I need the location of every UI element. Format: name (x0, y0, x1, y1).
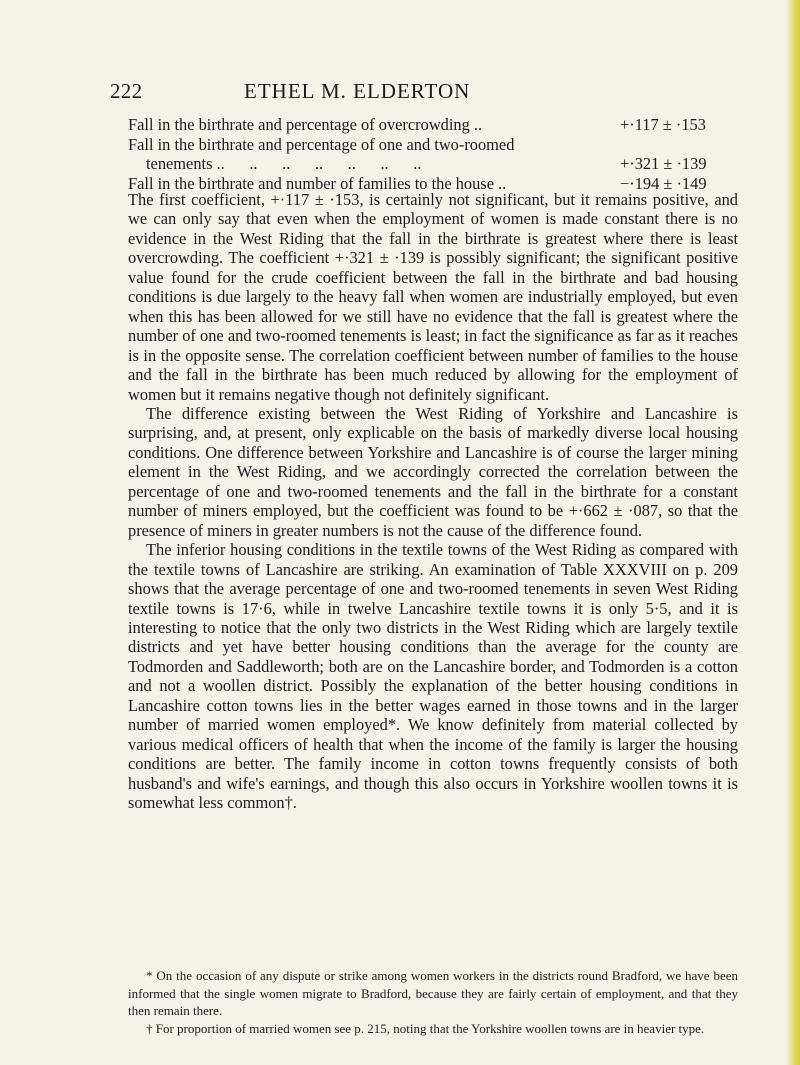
stat-label: Fall in the birthrate and percentage of one and two-roomed (128, 134, 515, 154)
footnotes (128, 967, 738, 1037)
stat-value: +·117 ± ·153 (620, 115, 706, 134)
paragraph: The difference existing between the West Riding of Yorkshire and Lancashire is surprising, and, at present, only explicable on the basis of markedly diverse local housing conditions. One difference between Yorkshire and Lancashire is of course the larger mining element in the West Riding, and we accordingly corrected the correlation between the percentage of one and two-roomed tenements and the fall in the birthrate for a constant number of miners employed, but the coefficient was found to be +·662 ± ·087, so that the presence of miners in greater numbers is not the cause of the difference found. (128, 403, 738, 540)
stat-value (620, 135, 738, 155)
stat-label: tenements .. .. .. .. .. .. .. (146, 154, 422, 173)
stat-value: +·321 ± ·139 (620, 154, 707, 173)
stat-row (128, 135, 738, 155)
footnote: † For proportion of married women see p. 215, noting that the Yorkshire woollen towns are in heavier type. (146, 1020, 705, 1036)
paragraph: The inferior housing conditions in the textile towns of the West Riding as compared with the textile towns of Lancashire are striking. An examination of Table XXXVIII on p. 209 shows that the average percentage of one and two-roomed tenements in seven West Riding textile towns is 17·6, while in twelve Lancashire textile towns it is only 5·5, and it is interesting to notice that the only two districts in the West Riding which are largely textile districts and yet have better housing conditions than the average for the county are Todmorden and Saddleworth; both are on the Lancashire border, and Todmorden is a cotton and not a woollen district. Possibly the explanation of the better housing conditions in Lancashire cotton towns lies in the better wages earned in those towns and in the larger number of married women employed*. We know definitely from material collected by various medical officers of health that when the income of the family is larger the housing conditions are better. The family income in cotton towns frequently consists of both husband's and wife's earnings, and though this also occurs in Yorkshire woollen towns it is somewhat less common†. (128, 540, 738, 813)
page-number: 222 (110, 79, 143, 103)
correlation-list (128, 115, 738, 193)
stat-label: Fall in the birthrate and number of families to the house .. (128, 173, 507, 193)
stat-row (128, 154, 738, 174)
stat-label: Fall in the birthrate and percentage of overcrowding .. (128, 115, 483, 134)
stat-value: −·194 ± ·149 (620, 173, 707, 193)
running-title: ETHEL M. ELDERTON (244, 79, 471, 103)
stat-row (128, 115, 738, 135)
page-edge-stain (786, 0, 800, 1065)
body-text (128, 190, 738, 813)
paragraph: The first coefficient, +·117 ± ·153, is certainly not significant, but it remains positive, and we can only say that even when the employment of women is made constant there is no evidence in the West Riding that the fall in the birthrate is greatest where there is least overcrowding. The coefficient +·321 ± ·139 is possibly significant; the significant positive value found for the crude coefficient between the fall in the birthrate and bad housing conditions is due largely to the heavy fall when women are industrially employed, but even when this has been allowed for we still have no evidence that the fall is greatest where the number of one and two-roomed tenements is least; in fact the significance as far as it reaches is in the opposite sense. The correlation coefficient between number of families to the house and the fall in the birthrate has been much reduced by allowing for the employment of women but it remains negative though not definitely significant. (128, 190, 738, 404)
footnote: * On the occasion of any dispute or strike among women workers in the districts round Bradford, we have been informed that the single women migrate to Bradford, because they are fairly certain of employment, and that they then remain there. (128, 968, 738, 1018)
